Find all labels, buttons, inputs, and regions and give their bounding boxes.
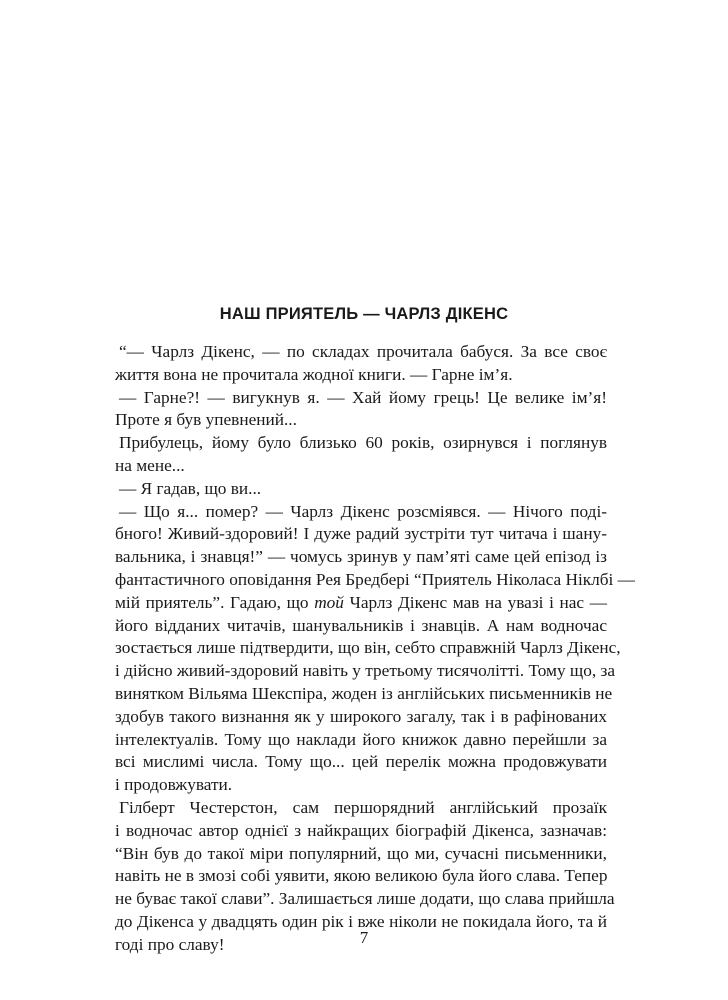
text-fragment: мій приятель”. Гадаю, що [115, 592, 315, 612]
text-line: винятком Вільяма Шекспіра, жоден із англійських письменників не [115, 683, 613, 703]
text-line: Проте я був упевнений... [115, 410, 297, 430]
text-line: і дійсно живий-здоровий навіть у третьому тисячолітті. Тому що, за [115, 661, 615, 681]
text-line: на мене... [115, 455, 185, 475]
page-number: 7 [359, 928, 369, 947]
text-line: і продовжувати. [115, 775, 233, 795]
text-line: не буває такої слави”. Залишається лише додати, що слава прийшла [115, 889, 615, 909]
text-line: бного! Живий-здоровий! І дуже радий зустріти тут читача і шану- [115, 524, 607, 544]
text-line: життя вона не прочитала жодної книги. — Гарне ім’я. [115, 364, 513, 384]
text-line: його відданих читачів, шанувальників і знавців. А нам водночас [115, 615, 607, 635]
text-line: годі про славу! [115, 934, 225, 954]
text-line: “— Чарлз Дікенс, — по складах прочитала бабуся. За все своє [119, 342, 607, 361]
text-line: Гілберт Честерстон, сам першорядний англійський прозаїк [119, 797, 607, 817]
text-line: вальника, і знавця!” — чомусь зринув у пам’яті саме цей епізод із [115, 547, 607, 567]
text-line: — Гарне?! — вигукнув я. — Хай йому грець! Це велике ім’я! [119, 387, 607, 407]
text-line: інтелектуалів. Тому що наклади його книжок давно перейшли за [115, 729, 607, 749]
text-fragment: Чарлз Дікенс мав на увазі і нас — [343, 592, 607, 612]
text-line: — Що я... помер? — Чарлз Дікенс розсміявся. — Нічого поді- [119, 501, 607, 521]
body-text [115, 341, 635, 957]
text-line: всі мислимі числа. Тому що... цей перелік можна продовжувати [115, 752, 607, 772]
text-line [115, 592, 607, 615]
text-line: “Він був до такої міри популярний, що ми, сучасні письменники, [115, 843, 607, 863]
text-line: до Дікенса у двадцять один рік і вже ніколи не покидала його, та й [115, 911, 607, 931]
text-line: — Я гадав, що ви... [119, 478, 262, 498]
chapter-title: НАШ ПРИЯТЕЛЬ — ЧАРЛЗ ДІКЕНС [219, 305, 509, 323]
italic-emphasis: той [314, 592, 344, 612]
text-line: здобув такого визнання як у широкого загалу, так і в рафінованих [115, 706, 607, 726]
text-line: Прибулець, йому було близько 60 років, озирнувся і поглянув [119, 433, 607, 453]
text-line: навіть не в змозі собі уявити, якою великою була його слава. Тепер [115, 866, 608, 886]
text-line: фантастичного оповідання Рея Бредбері “Приятель Ніколаса Ніклбі — [115, 569, 635, 589]
text-line: зостається лише підтвердити, що він, себто справжній Чарлз Дікенс, [115, 638, 621, 658]
text-line: і водночас автор однієї з найкращих біографій Дікенса, зазначав: [115, 820, 607, 840]
